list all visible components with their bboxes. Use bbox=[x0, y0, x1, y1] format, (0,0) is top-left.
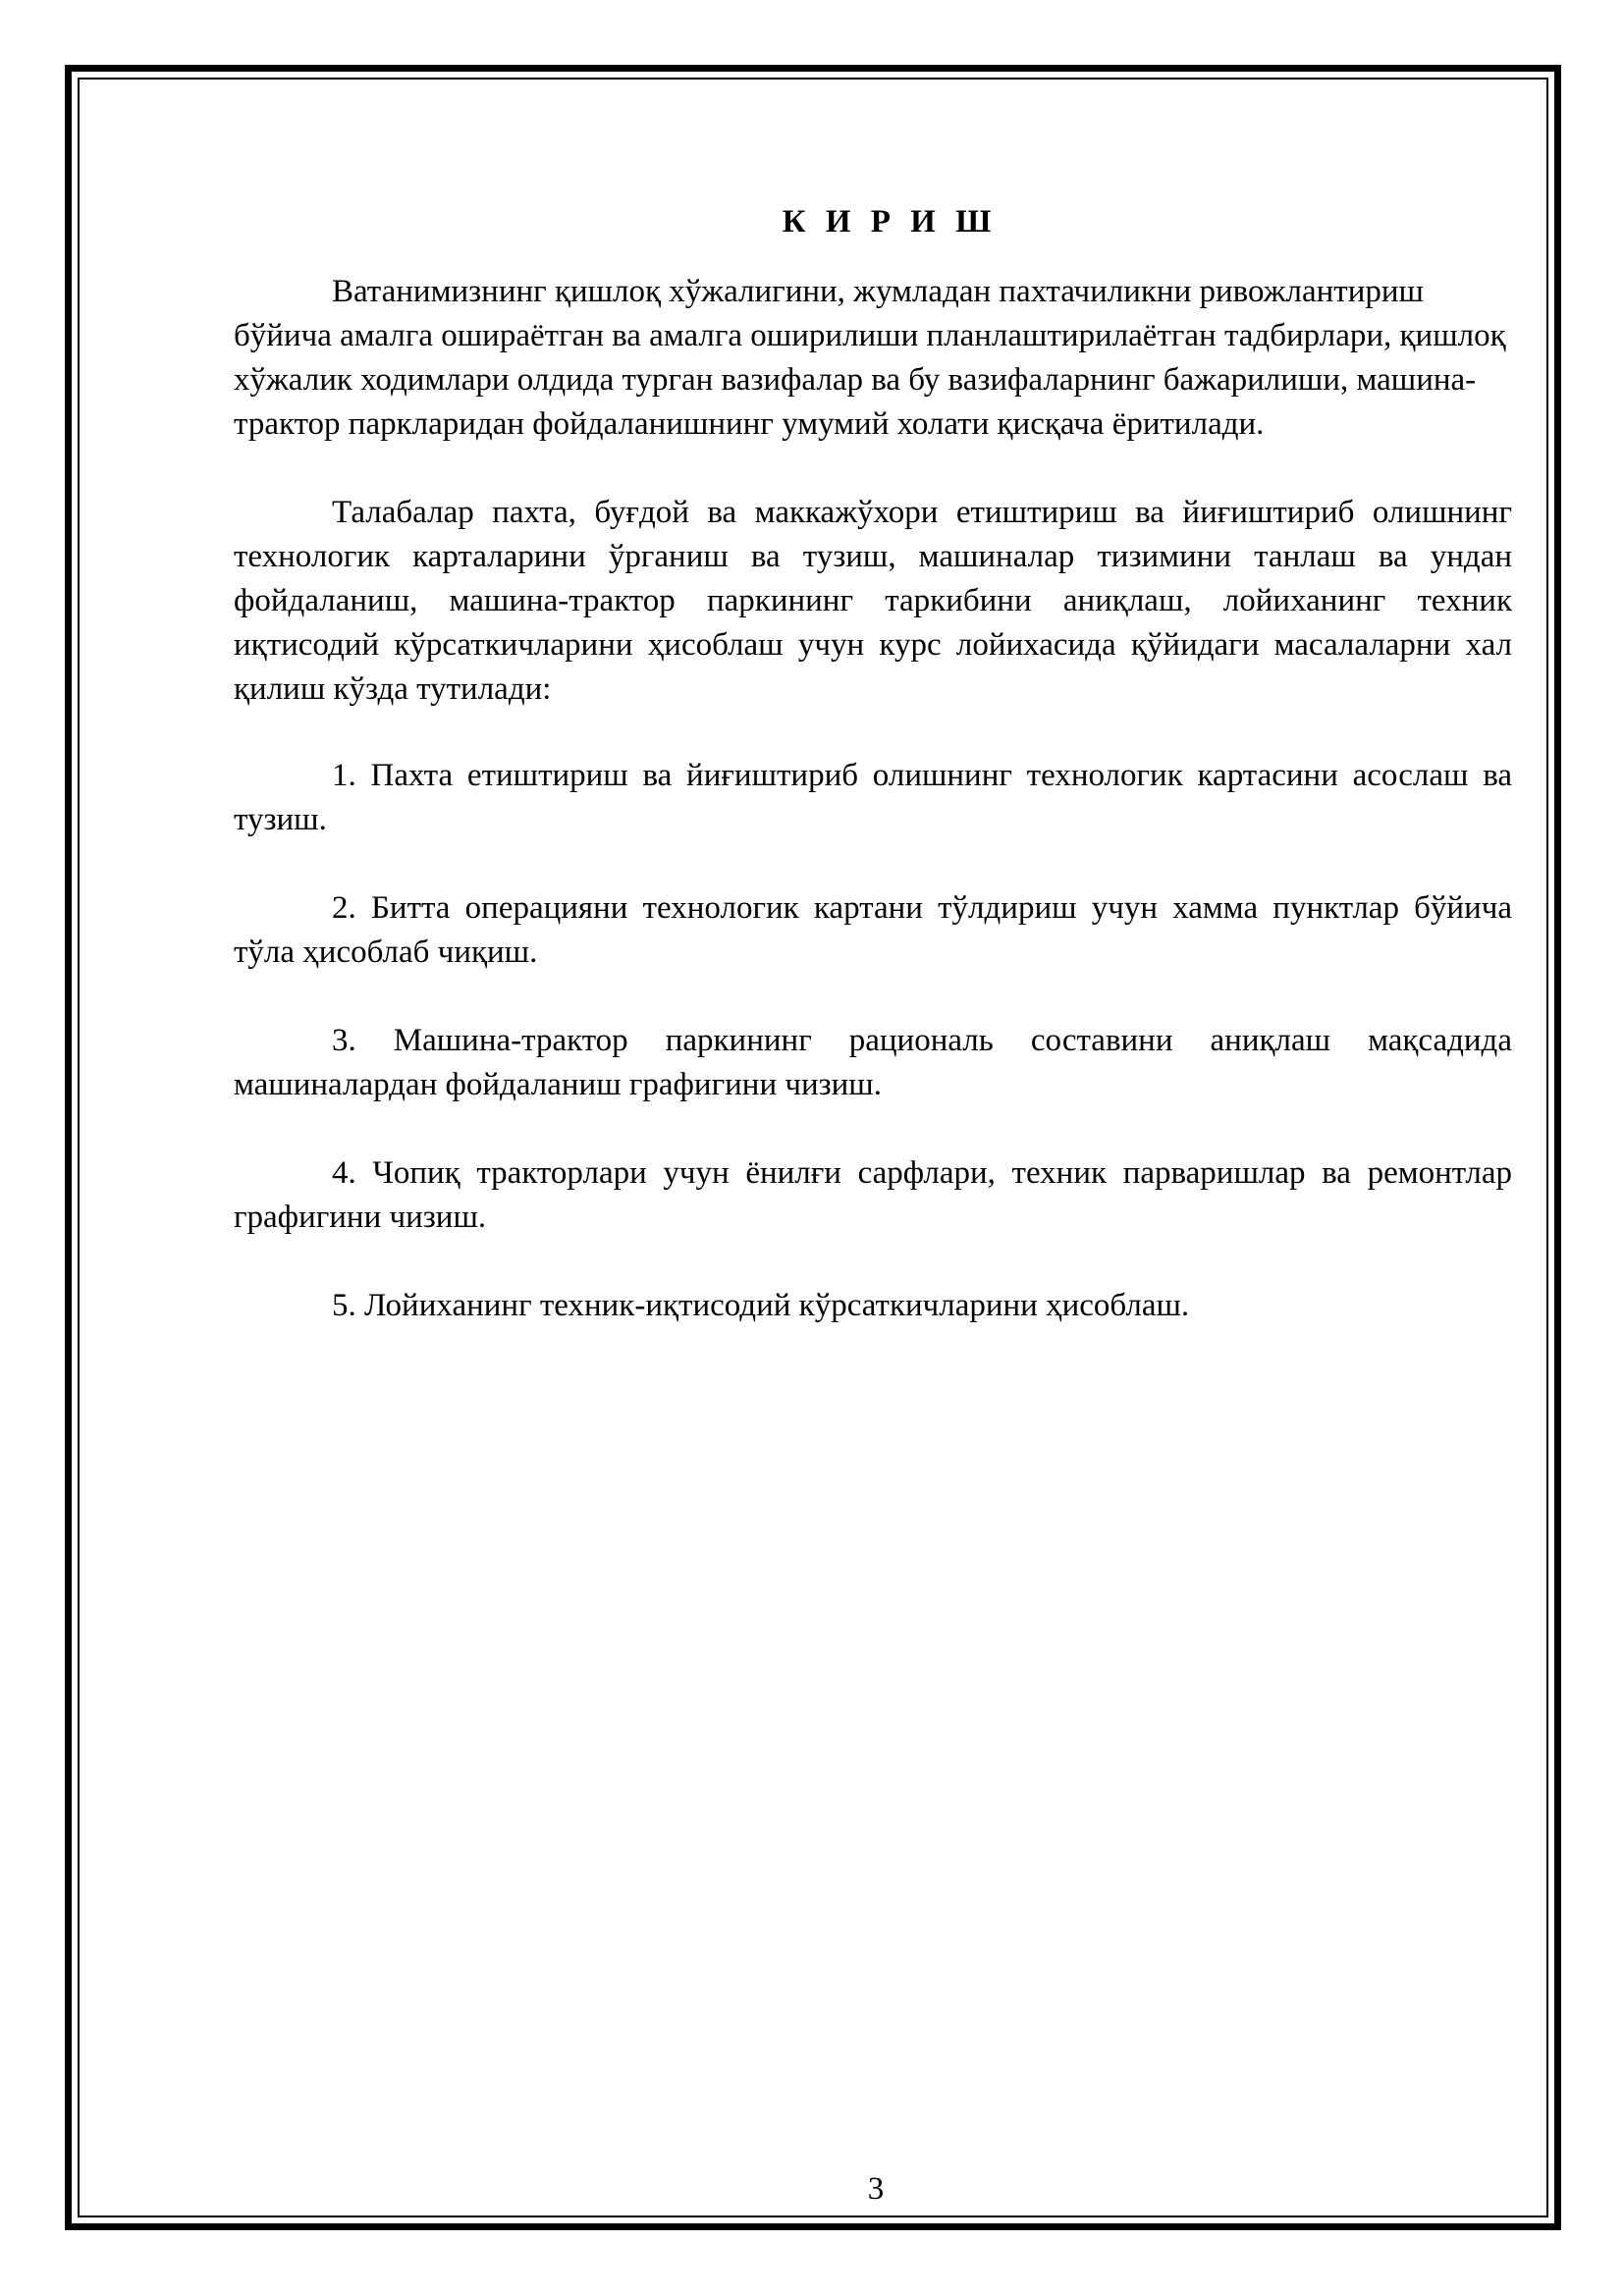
list-item-4: 4. Чопиқ тракторлари учун ёнилғи сарфлари, техник парваришлар ва ремонтлар графигини чизиш. bbox=[234, 1155, 1512, 1235]
intro-paragraph-1: Ватанимизнинг қишлоқ хўжалигини, жумладан пахтачиликни ривожлантириш бўйича амалга ошираётган ва амалга оширилиши планлаштирилаётган тадбирлари, қишлоқ хўжалик ходимлари олдида турган вазифалар ва бу вазифаларнинг бажарилиши, машина-трактор паркларидан фойдаланишнинг умумий холати қисқача ёритилади. bbox=[234, 274, 1506, 442]
list-item-2: 2. Битта операцияни технологик картани тўлдириш учун хамма пунктлар бўйича тўла ҳисоблаб чиқиш. bbox=[234, 890, 1512, 970]
intro-paragraph-2: Талабалар пахта, буғдой ва маккажўхори етиштириш ва йиғиштириб олишнинг технологик карталарини ўрганиш ва тузиш, машиналар тизимини танлаш ва ундан фойдаланиш, машина-трактор паркининг таркибини аниқлаш, лойиханинг техник иқтисодий кўрсаткичларини ҳисоблаш учун курс лойихасида қўйидаги масалаларни хал қилиш кўзда тутилади: bbox=[234, 495, 1512, 707]
list-item-1: 1. Пахта етиштириш ва йиғиштириб олишнинг технологик картасини асослаш ва тузиш. bbox=[234, 758, 1512, 837]
section-title: К И Р И Ш bbox=[782, 204, 998, 240]
page-number: 3 bbox=[867, 2171, 885, 2207]
list-item-3: 3. Машина-трактор паркининг рациональ составини аниқлаш мақсадида машиналардан фойдаланиш графигини чизиш. bbox=[234, 1023, 1512, 1102]
list-item-5: 5. Лойиханинг техник-иқтисодий кўрсаткичларини ҳисоблаш. bbox=[332, 1288, 1190, 1323]
